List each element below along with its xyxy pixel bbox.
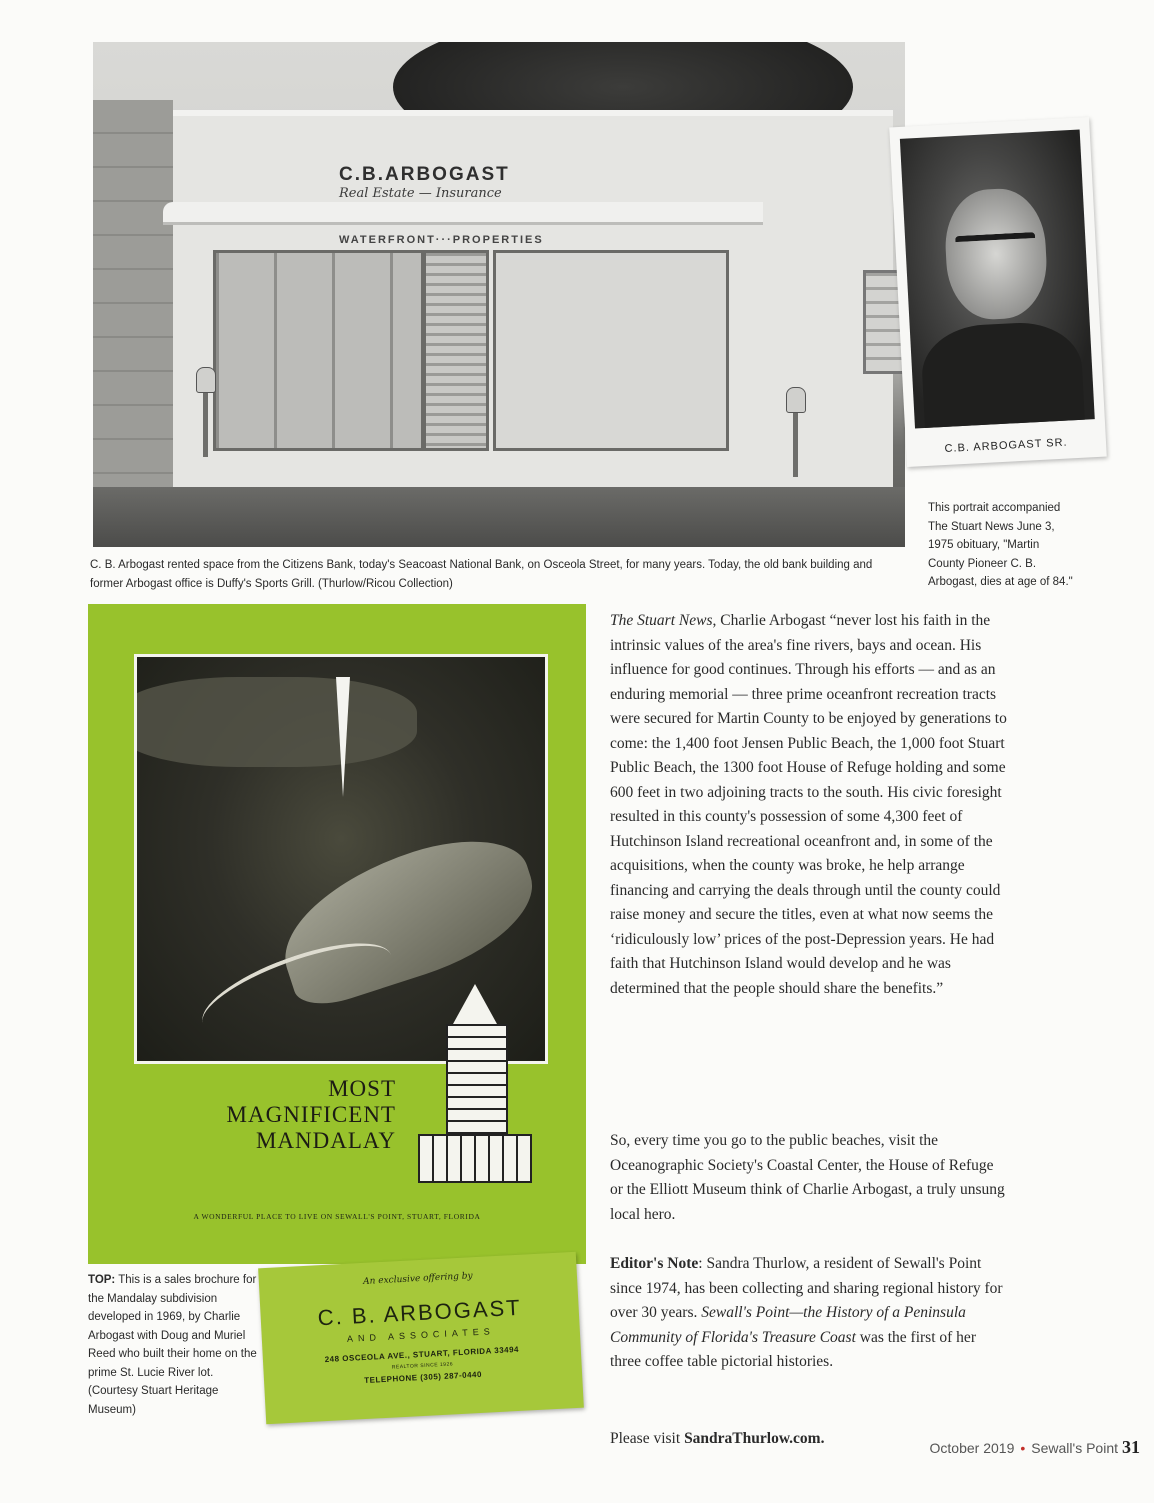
storefront-sign-subtitle: Real Estate — Insurance — [339, 186, 502, 201]
portrait-photo — [889, 117, 1107, 467]
article-paragraph: So, every time you go to the public beaches, visit the Oceanographic Society's Coastal Center, the House of Refuge or the Elliott Museum think of Charlie Arbogast, a truly unsung local hero. — [610, 1132, 1005, 1223]
portrait-glasses — [955, 232, 1036, 262]
newspaper-name: The Stuart News — [610, 612, 713, 629]
brochure-title — [168, 1076, 396, 1154]
card-offer: An exclusive offering by — [362, 1271, 473, 1287]
editor-note-text: was the first of her three coffee table pictorial histories. — [610, 1328, 976, 1370]
footer-publication: Sewall's Point — [1031, 1440, 1118, 1456]
tower-base — [418, 1134, 532, 1183]
tower-shaft — [446, 1024, 508, 1138]
building-canopy — [163, 202, 763, 225]
storefront-sign-waterfront: WATERFRONT···PROPERTIES — [339, 234, 544, 246]
portrait-image — [900, 130, 1095, 429]
footer-date: October 2019 — [929, 1440, 1015, 1456]
tower-illustration — [418, 984, 528, 1184]
brochure-caption-lead: TOP: — [88, 1274, 116, 1286]
parking-meter — [203, 387, 208, 457]
editor-note — [610, 1252, 1010, 1375]
visit-text: Please visit — [610, 1430, 685, 1447]
adjacent-building — [93, 100, 173, 500]
page-footer — [870, 1437, 1140, 1458]
building-photo — [93, 42, 905, 547]
book-title: Sewall's Point—the History of a Peninsula Community of Florida's Treasure Coast — [610, 1304, 966, 1346]
editor-note-label: Editor's Note — [610, 1255, 699, 1272]
location-pointer — [336, 677, 350, 797]
storefront-window-left — [213, 250, 424, 451]
storefront-sign-name: C.B.ARBOGAST — [339, 164, 510, 185]
footer-bullet-icon: • — [1020, 1440, 1026, 1456]
card-address: 248 OSCEOLA AVE., STUART, FLORIDA 33494 — [324, 1344, 520, 1365]
building-photo-caption: C. B. Arbogast rented space from the Citizens Bank, today's Seacoast National Bank, on Osceola Street, for many years. Today, the old bank building and former Arbogast office is Duffy's Sports Grill. (Thurlow/Ricou Collection) — [90, 559, 873, 590]
article-paragraph — [610, 609, 1010, 1001]
brochure-title-line: MOST — [328, 1076, 396, 1101]
card-associates: AND ASSOCIATES — [346, 1326, 495, 1344]
page-number: 31 — [1122, 1437, 1140, 1457]
card-realtor: REALTOR SINCE 1926 — [391, 1361, 454, 1371]
website-link[interactable]: SandraThurlow.com. — [684, 1430, 825, 1447]
street — [93, 487, 905, 547]
brochure-title-line: MAGNIFICENT — [226, 1102, 396, 1127]
brochure-caption-text: This is a sales brochure for the Mandalay subdivision developed in 1969, by Charlie Arbogast with Doug and Muriel Reed who built their home on the prime St. Lucie River lot. (Courtesy Stuart Heritage Museum) — [88, 1274, 257, 1416]
parking-meter — [793, 407, 798, 477]
editor-note-text: : Sandra Thurlow, a resident of Sewall's Point since 1974, has been collecting and sharing regional history for over 30 years. — [610, 1255, 1003, 1321]
business-card — [258, 1252, 584, 1424]
portrait-note: This portrait accompanied The Stuart News June 3, 1975 obituary, "Martin County Pioneer C. B. Arbogast, dies at age of 84." — [928, 502, 1073, 588]
portrait-coat — [920, 320, 1086, 429]
portrait-label: C.B. ARBOGAST SR. — [944, 436, 1068, 456]
brochure-caption — [88, 1271, 258, 1419]
aerial-land — [134, 677, 417, 767]
tower-roof — [453, 984, 497, 1024]
mandalay-brochure — [88, 604, 586, 1264]
brochure-tagline: A WONDERFUL PLACE TO LIVE ON SEWALL'S POINT, STUART, FLORIDA — [193, 1212, 481, 1221]
card-phone: TELEPHONE (305) 287-0440 — [363, 1369, 483, 1386]
brochure-title-line: MANDALAY — [255, 1128, 396, 1153]
storefront-door — [423, 250, 489, 451]
storefront-window-right — [493, 250, 729, 451]
card-name: C. B. ARBOGAST — [317, 1294, 523, 1331]
paragraph-text: , Charlie Arbogast “never lost his faith in the intrinsic values of the area's fine rivers, bays and ocean. His influence for good continues. Through his efforts — and as an enduring memorial — three prime oceanfront recreation tracts were secured for Martin County to be enjoyed by generations to come: the 1,400 foot Jensen Public Beach, the 1,000 foot Stuart Public Beach, the 1300 foot House of Refuge holding and some 600 feet in two adjoining tracts to the south. His civic foresight resulted in this county's possession of some 4,300 feet of Hutchinson Island recreational oceanfront and, in some of the acquisitions, when the county was broke, he help arrange financing and carrying the deals through until the county could raise money and secure the titles, even at what now seems the ‘ridiculously low’ prices of the post-Depression years. He had faith that Hutchinson Island would develop and he was determined that the people should share the benefits.” — [610, 612, 1007, 997]
